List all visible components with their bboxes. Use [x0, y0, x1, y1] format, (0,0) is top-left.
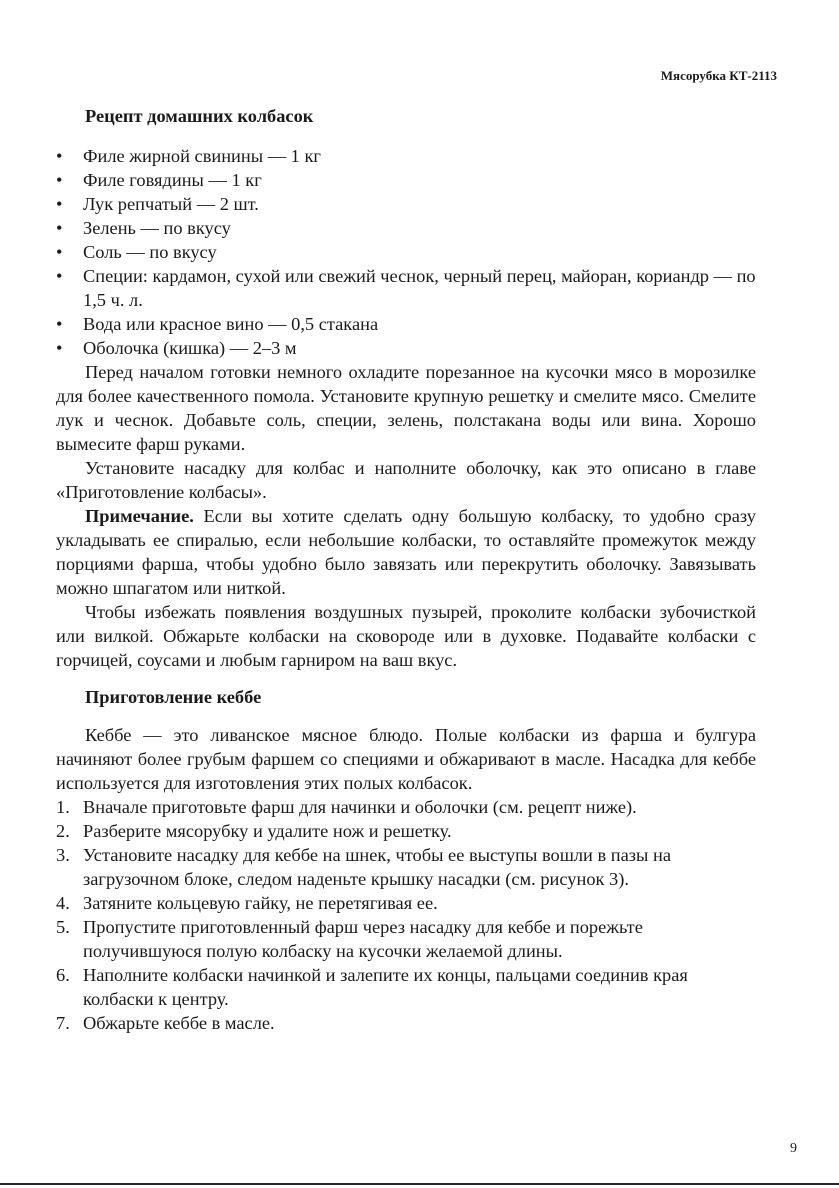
step-number: 1. — [56, 797, 70, 817]
step-text: Установите насадку для кеббе на шнек, чтобы ее выступы вошли в пазы на загрузочном блоке, следом наденьте крышку насадки (см. рисунок 3). — [83, 845, 671, 889]
list-item — [56, 336, 756, 360]
step-text: Разберите мясорубку и удалите нож и решетку. — [83, 821, 452, 841]
ingredient-text: Зелень — по вкусу — [83, 218, 231, 238]
page-number: 9 — [790, 1141, 797, 1156]
list-item — [56, 240, 756, 264]
list-item — [56, 312, 756, 336]
bullet: • — [56, 170, 63, 190]
ingredient-text: Соль — по вкусу — [83, 242, 217, 262]
list-item — [56, 264, 756, 312]
list-item — [56, 1011, 756, 1035]
note-text: Если вы хотите сделать одну большую колбаску, то удобно сразу укладывать ее спиралью, если небольшие колбаски, то оставляйте промежуток между порциями фарша, чтобы удобно было завязать или перекрутить оболочку. Завязывать можно шпагатом или ниткой. — [56, 506, 756, 598]
list-item — [56, 891, 756, 915]
bullet: • — [56, 242, 63, 262]
list-item — [56, 144, 756, 168]
bullet: • — [56, 266, 63, 286]
ingredient-text: Филе жирной свинины — 1 кг — [83, 146, 321, 166]
step-number: 2. — [56, 821, 70, 841]
ingredient-text: Лук репчатый — 2 шт. — [83, 194, 259, 214]
step-text: Вначале приготовьте фарш для начинки и оболочки (см. рецепт ниже). — [83, 797, 637, 817]
list-item — [56, 819, 756, 843]
kebbe-intro-paragraph: Кеббе — это ливанское мясное блюдо. Полые колбаски из фарша и булгура начиняют более грубым фаршем со специями и обжаривают в масле. Насадка для кеббе используется для изготовления этих полых колбасок. — [56, 725, 756, 793]
list-item — [56, 915, 756, 963]
recipe-heading: Рецепт домашних колбасок — [85, 106, 314, 126]
list-item — [56, 192, 756, 216]
ingredient-text: Оболочка (кишка) — 2–3 м — [83, 338, 297, 358]
bullet: • — [56, 338, 63, 358]
list-item — [56, 168, 756, 192]
ingredient-text: Филе говядины — 1 кг — [83, 170, 262, 190]
ingredient-text: Вода или красное вино — 0,5 стакана — [83, 314, 379, 334]
ingredient-text: Специи: кардамон, сухой или свежий чеснок, черный перец, майоран, кориандр — по 1,5 ч. л. — [83, 266, 756, 310]
kebbe-steps-list — [56, 795, 756, 1035]
step-number: 3. — [56, 845, 70, 865]
page-bottom-rule — [0, 1183, 839, 1185]
step-text: Наполните колбаски начинкой и залепите их концы, пальцами соединив края колбаски к центру. — [83, 965, 688, 1009]
bullet: • — [56, 146, 63, 166]
list-item — [56, 216, 756, 240]
list-item — [56, 795, 756, 819]
running-header: Мясорубка КТ-2113 — [660, 68, 777, 83]
sausage-attachment-paragraph: Установите насадку для колбас и наполните оболочку, как это описано в главе «Приготовление колбасы». — [56, 458, 756, 502]
bullet: • — [56, 218, 63, 238]
step-text: Пропустите приготовленный фарш через насадку для кеббе и порежьте получившуюся полую колбаску на кусочки желаемой длины. — [83, 917, 643, 961]
frying-paragraph: Чтобы избежать появления воздушных пузырей, проколите колбаски зубочисткой или вилкой. Обжарьте колбаски на сковороде или в духовке. Подавайте колбаски с горчицей, соусами и любым гарниром на ваш вкус. — [56, 602, 756, 670]
page-content — [56, 104, 756, 1035]
step-number: 6. — [56, 965, 70, 985]
preparation-paragraph: Перед началом готовки немного охладите порезанное на кусочки мясо в морозилке для более качественного помола. Установите крупную решетку и смелите мясо. Смелите лук и чеснок. Добавьте соль, специи, зелень, полстакана воды или вина. Хорошо вымесите фарш руками. — [56, 362, 756, 454]
note-label: Примечание. — [85, 506, 194, 526]
step-text: Затяните кольцевую гайку, не перетягивая ее. — [83, 893, 438, 913]
step-number: 7. — [56, 1013, 70, 1033]
list-item — [56, 843, 756, 891]
bullet: • — [56, 194, 63, 214]
kebbe-heading: Приготовление кеббе — [85, 687, 262, 707]
step-number: 4. — [56, 893, 70, 913]
list-item — [56, 963, 756, 1011]
step-text: Обжарьте кеббе в масле. — [83, 1013, 275, 1033]
note-paragraph — [56, 504, 756, 600]
bullet: • — [56, 314, 63, 334]
ingredients-list — [56, 144, 756, 360]
step-number: 5. — [56, 917, 70, 937]
